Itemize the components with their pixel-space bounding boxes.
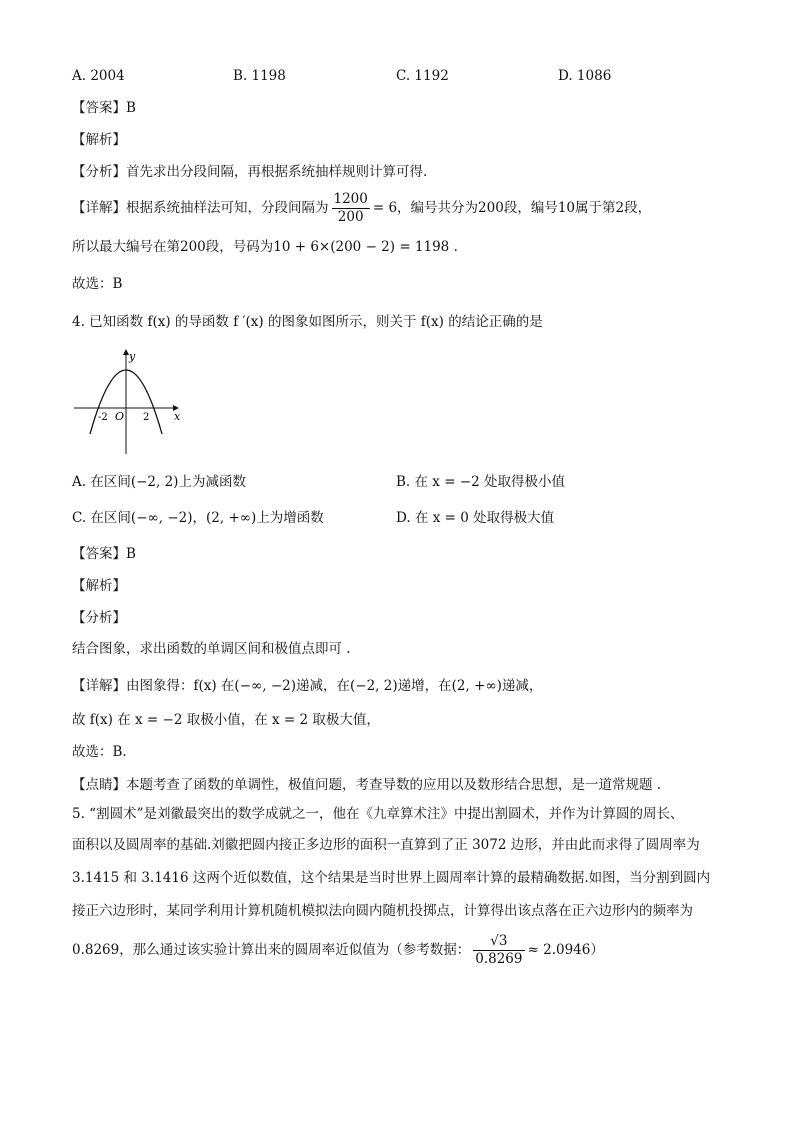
q5-line-5 bbox=[72, 930, 604, 970]
q4-analysis-tag: 【分析】 bbox=[72, 610, 126, 626]
option-a: A. 2004 bbox=[72, 68, 125, 84]
choose-label: 故选：B bbox=[72, 276, 123, 292]
detail-equation: = 6，编号共分为200段，编号10属于第2段， bbox=[372, 200, 652, 216]
q5-sqrt-radicand: 3 bbox=[498, 933, 508, 949]
q4-analysis-label: 【解析】 bbox=[72, 578, 126, 594]
derivative-graph bbox=[72, 346, 188, 458]
q5-line-4: 接正六边形时，某同学利用计算机随机模拟法向圆内随机投掷点，计算得出该点落在正六边形内的频率为 bbox=[72, 903, 693, 919]
option-c: C. 1192 bbox=[396, 68, 449, 84]
q5-line-1: 5. “割圆术”是刘徽最突出的数学成就之一，他在《九章算术注》中提出割圆术，并作为计算圆的周长、 bbox=[72, 806, 684, 822]
q4-detail-line-2: 故 f(x) 在 x = −2 取极小值，在 x = 2 取极大值， bbox=[72, 712, 380, 728]
tick-pos2: 2 bbox=[143, 412, 150, 423]
q4-comment-tag: 【点睛】 bbox=[72, 777, 126, 793]
q5-fraction bbox=[473, 933, 524, 968]
q4-choose-label: 故选：B. bbox=[72, 744, 127, 760]
q5-line-5-text: 0.8269，那么通过该实验计算出来的圆周率近似值为（参考数据： bbox=[72, 942, 471, 958]
q4-option-a: A. 在区间(−2, 2)上为减函数 bbox=[72, 474, 246, 490]
q4-answer-label: 【答案】B bbox=[72, 546, 136, 562]
analysis-label: 【解析】 bbox=[72, 132, 126, 148]
q4-comment-text: 本题考查了函数的单调性，极值问题，考查导数的应用以及数形结合思想，是一道常规题 . bbox=[126, 777, 662, 793]
tick-neg2: -2 bbox=[98, 412, 108, 423]
fraction-denominator: 200 bbox=[337, 209, 364, 225]
answer-label: 【答案】B bbox=[72, 100, 136, 116]
q4-comment bbox=[72, 776, 661, 794]
q5-line-3: 3.1415 和 3.1416 这两个近似数值，这个结果是当时世界上圆周率计算的最精确数据.如图，当分割到圆内 bbox=[72, 870, 711, 886]
q4-detail-tag: 【详解】 bbox=[72, 678, 126, 694]
q4-detail-line-1 bbox=[72, 677, 542, 695]
analysis-tag: 【分析】 bbox=[72, 164, 126, 180]
y-axis-label: y bbox=[129, 350, 136, 363]
origin-label: O bbox=[115, 410, 125, 423]
option-b: B. 1198 bbox=[233, 68, 286, 84]
q5-fraction-numerator: √3 bbox=[473, 933, 524, 951]
q5-approx: ≈ 2.0946） bbox=[527, 942, 604, 958]
question-4-stem: 4. 已知函数 f(x) 的导函数 f ′(x) 的图象如图所示，则关于 f(x) 的结论正确的是 bbox=[72, 314, 543, 330]
detail-line-2: 所以最大编号在第200段，号码为10 + 6×(200 − 2) = 1198 . bbox=[72, 239, 458, 255]
detail-text: 根据系统抽样法可知，分段间隔为 bbox=[126, 200, 329, 216]
detail-tag: 【详解】 bbox=[72, 200, 126, 216]
q4-analysis-text: 结合图象，求出函数的单调区间和极值点即可 . bbox=[72, 641, 351, 657]
detail-line-1 bbox=[72, 190, 651, 226]
fraction bbox=[332, 191, 370, 226]
fraction-numerator: 1200 bbox=[333, 191, 368, 207]
option-d: D. 1086 bbox=[558, 68, 612, 84]
analysis-text bbox=[72, 163, 427, 181]
x-axis-label: x bbox=[174, 410, 181, 423]
q5-fraction-denominator: 0.8269 bbox=[475, 951, 523, 967]
q4-detail-text: 由图象得：f(x) 在(−∞, −2)递减，在(−2, 2)递增，在(2, +∞)递减， bbox=[126, 678, 543, 694]
analysis-content: 首先求出分段间隔，再根据系统抽样规则计算可得. bbox=[126, 164, 428, 180]
q4-option-d: D. 在 x = 0 处取得极大值 bbox=[396, 510, 555, 526]
q4-option-b: B. 在 x = −2 处取得极小值 bbox=[396, 474, 565, 490]
q5-line-2: 面积以及圆周率的基础.刘徽把圆内接正多边形的面积一直算到了正 3072 边形，并由此而求得了圆周率为 bbox=[72, 837, 700, 853]
q4-option-c: C. 在区间(−∞, −2)，(2, +∞)上为增函数 bbox=[72, 510, 324, 526]
